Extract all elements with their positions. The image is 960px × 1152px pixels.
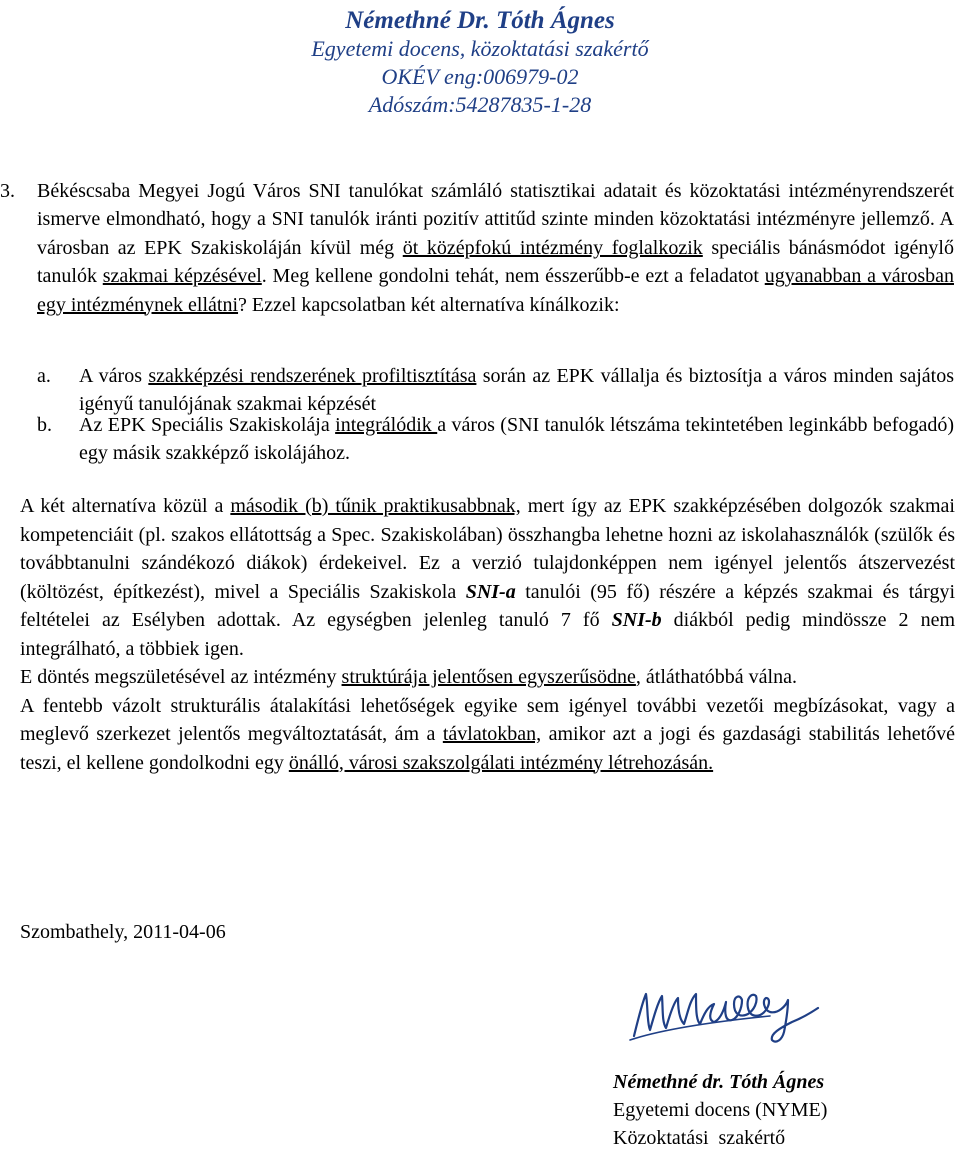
underlined-phrase: távlatokban, xyxy=(442,723,542,745)
author-name: Némethné Dr. Tóth Ágnes xyxy=(345,7,615,34)
item-label: b. xyxy=(37,414,52,436)
paragraph-conclusion: A két alternatíva közül a második (b) tűnik praktikusabbnak, mert így az EPK szakképzésében dolgozók szakmai kompetenciáit (pl. szakos ellátottság a Spec. Szakiskolában) összhangba lehetne hozni az iskolahasználók (szülők és továbbtanulni szándékozó diákok) érdekeivel. Ez a verzió tulajdonképpen nem igényel jelentős átszervezést (költözést, építkezést), mivel a Speciális Szakiskola SNI-a tanulói (95 fő) részére a képzés szakmai és tárgyi feltételei az Esélyben adottak. Az egységben jelenleg tanuló 7 fő SNI-b diákból pedig mindössze 2 nem integrálható, a többiek igen. xyxy=(20,495,956,660)
item-text: Az EPK Speciális Szakiskolája integrálódik a város (SNI tanulók létszáma tekintetében leginkább befogadó) egy másik szakképző iskolájához. xyxy=(79,414,954,465)
underlined-phrase: struktúrája jelentősen egyszerűsödne xyxy=(341,666,636,688)
signatory-name: Némethné dr. Tóth Ágnes xyxy=(613,1071,825,1093)
main-text xyxy=(20,492,955,777)
handwritten-signature xyxy=(620,978,830,1058)
underlined-phrase: önálló, városi szakszolgálati intézmény létrehozásán. xyxy=(288,751,714,774)
underlined-phrase: szakmai képzésével xyxy=(102,265,262,288)
signature-block xyxy=(613,1068,827,1152)
item-label: a. xyxy=(37,365,51,387)
author-title: Egyetemi docens, közoktatási szakértő xyxy=(311,36,649,61)
underlined-phrase: szakképzési rendszerének profiltisztítása xyxy=(148,365,477,387)
paragraph-decision: E döntés megszületésével az intézmény struktúrája jelentősen egyszerűsödne, átláthatóbbá válna. xyxy=(20,666,797,688)
paragraph-outlook: A fentebb vázolt strukturális átalakítási lehetőségek egyike sem igényel további vezetői megbízásokat, vagy a meglevő szerkezet jelentős megváltoztatását, ám a távlatokban, amikor azt a jogi és gazdasági stabilitás lehetővé teszi, el kellene gondolkodni egy önálló, városi szakszolgálati intézmény létrehozásán. xyxy=(20,694,956,774)
section-number: 3. xyxy=(0,180,15,202)
signatory-role: Közoktatási szakértő xyxy=(613,1127,786,1149)
tax-number: Adószám:54287835-1-28 xyxy=(368,92,592,117)
letterhead xyxy=(0,6,960,119)
okev-number: OKÉV eng:006979-02 xyxy=(381,64,579,89)
underlined-phrase: integrálódik xyxy=(335,414,438,436)
signatory-title: Egyetemi docens (NYME) xyxy=(613,1099,828,1121)
item-text: A város szakképzési rendszerének profiltisztítása során az EPK vállalja és biztosítja a város minden sajátos igényű tanulójának szakmai képzését xyxy=(79,365,954,416)
section-3-paragraph: Békéscsaba Megyei Jogú Város SNI tanulókat számláló statisztikai adatait és közoktatási intézményrendszerét ismerve elmondható, hogy a SNI tanulók iránti pozitív attitűd szinte minden közoktatási intézményre jellemző. A városban az EPK Szakiskoláján kívül még öt középfokú intézmény foglalkozik speciális bánásmódot igénylő tanulók szakmai képzésével. Meg kellene gondolni tehát, nem ésszerűbb-e ezt a feladatot ugyanabban a városban egy intézménynek ellátni? Ezzel kapcsolatban két alternatíva kínálkozik: xyxy=(37,180,954,316)
underlined-phrase: második (b) tűnik praktikusabbnak, xyxy=(230,495,521,517)
emphasis-sni-b: SNI-b xyxy=(611,609,662,631)
underlined-phrase: öt középfokú intézmény foglalkozik xyxy=(402,236,703,259)
emphasis-sni-a: SNI-a xyxy=(465,580,516,603)
underlined-phrase: ugyanabban a városban egy intézménynek ellátni xyxy=(37,265,954,316)
place-date: Szombathely, 2011-04-06 xyxy=(20,921,226,943)
